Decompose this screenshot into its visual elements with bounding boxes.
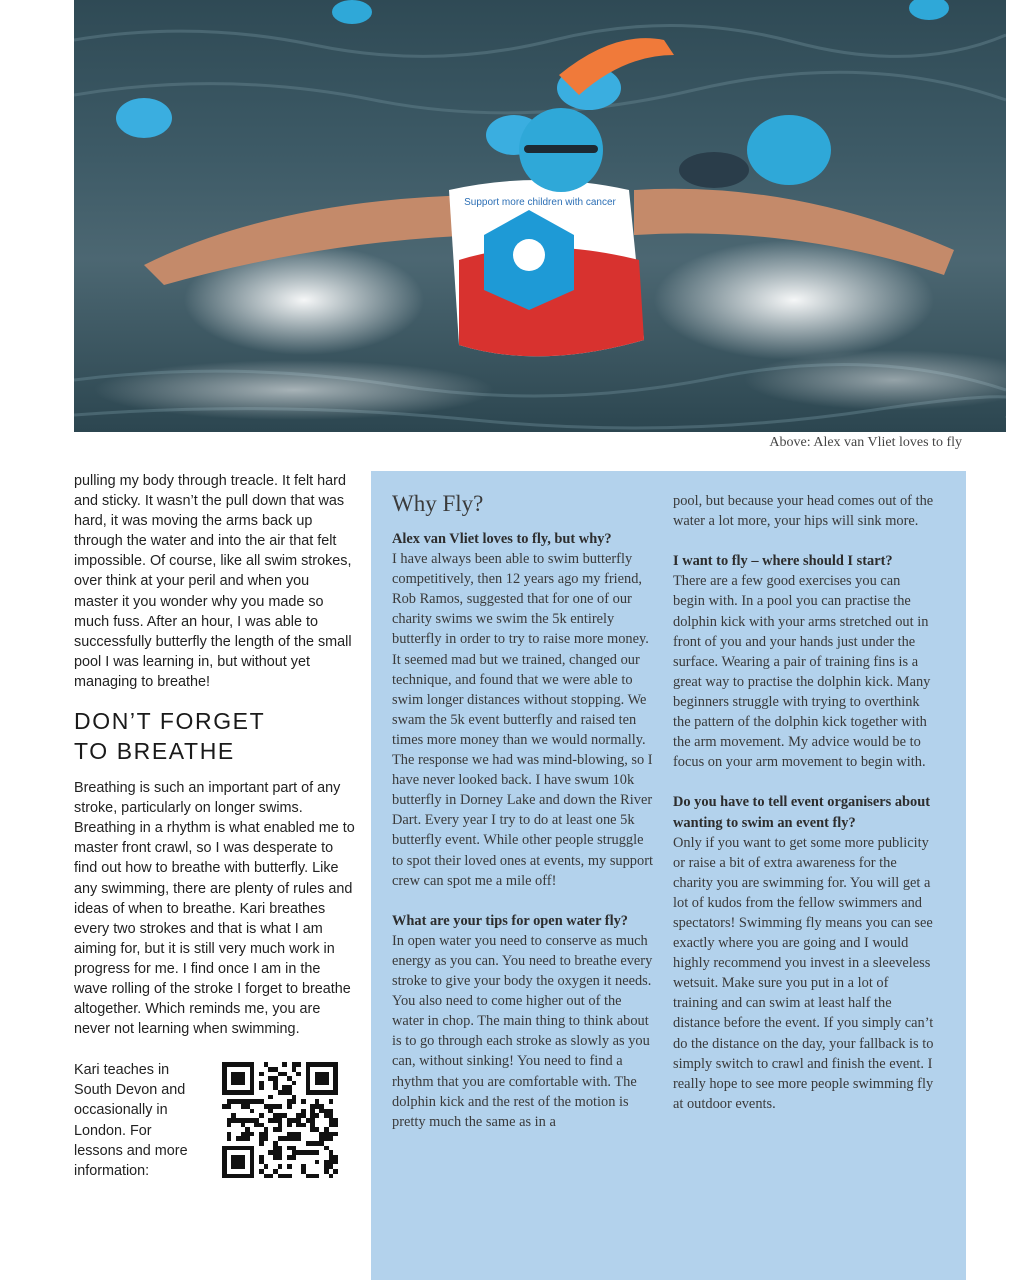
why-fly-panel	[371, 471, 966, 1280]
qa-block	[673, 792, 935, 1114]
swimmer-illustration	[74, 0, 1006, 432]
panel-column-2	[673, 491, 935, 1134]
question-3: I want to fly – where should I start?	[673, 553, 893, 570]
question-4: Do you have to tell event organisers about wanting to swim an event fly?	[673, 794, 931, 831]
kari-note: Kari teaches in South Devon and occasionally in London. For lessons and more information:	[74, 1062, 188, 1179]
hero-photo	[74, 0, 1006, 432]
section-heading	[74, 706, 356, 766]
answer-4: Only if you want to get some more publicity or raise a bit of extra awareness for the charity you are swimming for. You will get a lot of kudos from the fellow swimmers and spectators! Swimming fly means you can see exactly where you are going and I would highly recommend you invest in a sleeveless wetsuit. Make sure you put in a lot of training and can swim at least half the distance before the event. If you simply can’t do the distance on the day, your fallback is to simply switch to crawl and finish the event. I really hope to see more people swimming fly at outdoor events.	[673, 834, 934, 1112]
answer-3: There are a few good exercises you can begin with. In a pool you can practise the dolphin kick with your arms stretched out in front of you and your hands just under the surface. Wearing a pair of training fins is a great way to practise the dolphin kick. Many beginners struggle with trying to overthink the pattern of the dolphin kick together with the arm movement. My advice would be to focus on your arm movement to begin with.	[673, 573, 931, 771]
panel-column-1	[392, 491, 657, 1152]
heading-line-2: TO BREATHE	[74, 738, 235, 765]
contact-block	[74, 1060, 356, 1180]
answer-1: I have always been able to swim butterfly competitively, then 12 years ago my friend, Rob Ramos, suggested that for one of our charity swims we swim the 5k entirely butterfly in order to try to raise more money. It seemed mad but we trained, changed our technique, and found that we were able to swim longer distances without stopping. We swam the 5k event butterfly and raised ten times more money than we would normally. The response we had was mind-blowing, so I have never looked back. I have swum 10k butterfly in Dorney Lake and down the River Dart. Every year I try to do at least one 5k butterfly event. While other people struggle to spot their loved ones at events, my support crew can spot me a mile off!	[392, 551, 653, 889]
intro-paragraph: pulling my body through treacle. It felt hard and sticky. It wasn’t the pull down that was hard, it was moving the arms back up through the water and into the air that felt impossible. Of course, like all swim strokes, over think at your peril and when you master it you wonder why you made so much fuss. After an hour, I was able to successfully butterfly the length of the small pool I was learning in, but without yet managing to breathe!	[74, 473, 352, 690]
qa-block	[392, 911, 657, 1132]
question-1: Alex van Vliet loves to fly, but why?	[392, 531, 612, 547]
left-column	[74, 471, 356, 1180]
qa-block	[392, 529, 657, 891]
photo-caption: Above: Alex van Vliet loves to fly	[769, 435, 962, 450]
vest-text: Support more children with cancer	[464, 197, 616, 208]
heading-line-1: DON’T FORGET	[74, 708, 266, 735]
breathing-paragraph: Breathing is such an important part of any stroke, particularly on longer swims. Breathing in a rhythm is what enabled me to master front crawl, so I was desperate to find out how to breathe with butterfly. Like any swimming, there are plenty of rules and ideas of when to breathe. Kari breathes every two strokes and that is what I am aiming for, but it is still very much work in progress for me. I find once I am in the wave rolling of the stroke I forget to breathe altogether. Which reminds me, you are never not learning when swimming.	[74, 780, 355, 1038]
qa-block	[673, 551, 935, 772]
panel-title: Why Fly?	[392, 491, 484, 516]
answer-2: In open water you need to conserve as much energy as you can. You need to breathe every stroke to give your body the oxygen it needs. You also need to come higher out of the water in chop. The main thing to think about is to go through each stroke as slowly as you can, without sinking! You need to find a rhythm that you are comfortable with. The dolphin kick and the rest of the motion is pretty much the same as in a	[392, 932, 653, 1130]
question-2: What are your tips for open water fly?	[392, 912, 628, 929]
answer-2-continued: pool, but because your head comes out of the water a lot more, your hips will sink more.	[673, 493, 934, 530]
qr-code-icon[interactable]	[222, 1062, 338, 1178]
